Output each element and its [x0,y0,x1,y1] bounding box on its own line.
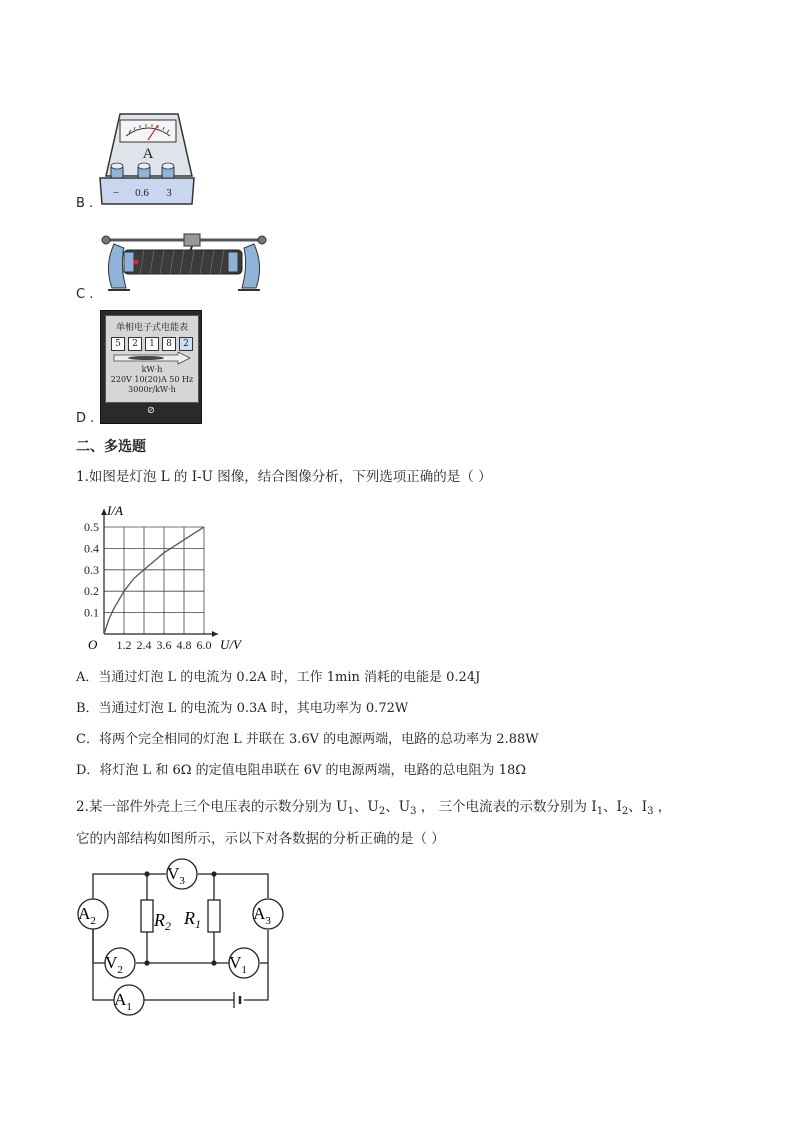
x-tick-label: 3.6 [156,638,172,652]
resistor-r1 [208,900,220,932]
meter-button-icon: ⊘ [146,405,156,416]
ammeter-image [96,108,198,208]
resistor-r2 [141,900,153,932]
q2-line1: 2.某一部件外壳上三个电压表的示数分别为 $U_1$、$U_2$、$U_3$ ， 三个电流表的示数分别为 $I_1$、$I_2$、$I_3$ ， [76,799,672,817]
r1-label: $R_1$ [184,908,201,931]
u-sub: 3 [410,806,417,817]
chart-grid [104,527,204,634]
q1-stem: 1.如图是灯泡 L 的 I-U 图像，结合图像分析，下列选项正确的是（ ） [76,469,492,485]
x-tick-label: 4.8 [176,638,192,652]
rheostat-image [100,226,268,298]
q2-line1-mid: 三个电流表的示数分别为 I [438,799,597,815]
iu-curve [104,527,204,634]
q2-line1-pre: 2.某一部件外壳上三个电压表的示数分别为 U [76,799,348,815]
chart-axes [101,509,218,637]
y-tick-label: 0.3 [84,562,99,577]
section-title: 二、多选题 [76,439,146,455]
terminal-minus: − [112,187,120,199]
meter-digit: 2 [128,337,142,351]
circuit-diagram [74,856,288,1018]
chart-series [104,527,204,634]
q1-option-d: D．将灯泡 L 和 6Ω 的定值电阻串联在 6V 的电源两端，电路的总电阻为 18Ω [76,763,527,778]
meter-digit: 2 [179,337,193,351]
v3-meter-label: $V_3$ [167,864,185,887]
y-tick-label: 0.1 [84,605,99,620]
i-sub: 3 [647,806,654,817]
q1-option-b: B．当通过灯泡 L 的电流为 0.3A 时，其电功率为 0.72W [76,701,409,716]
x-axis-label: U/V [220,637,241,652]
terminal-0-6: 0.6 [135,187,149,199]
a1-meter-label: $A_1$ [114,990,132,1013]
origin-label: O [88,637,98,652]
meter-digit: 8 [162,337,176,351]
y-tick-label: 0.5 [84,520,99,534]
u-sub: 1 [347,806,354,817]
junction-dot [211,871,216,876]
x-tick-label: 1.2 [116,638,132,652]
q1-option-a: A．当通过灯泡 L 的电流为 0.2A 时，工作 1min 消耗的电能是 0.24J [76,670,481,685]
a3-meter-label: $A_3$ [253,904,271,927]
energy-meter [100,310,202,424]
meter-title: 单相电子式电能表 [115,323,188,333]
i-sub: 1 [596,806,604,817]
v2-meter-label: $V_2$ [105,953,123,976]
junction-dot [144,871,149,876]
meter-digits [106,337,198,351]
option-b-letter: B . [76,196,94,211]
q2-line2: 它的内部结构如图所示，示以下对各数据的分析正确的是（ ） [76,831,445,847]
option-c-letter: C . [76,287,94,302]
a2-meter-label: $A_2$ [78,904,96,927]
ammeter-dial-letter: A [142,146,154,162]
meter-spec1: 220V 10(20)A 50 Hz [110,375,194,384]
r2-label: $R_2$ [154,910,171,933]
y-tick-label: 0.2 [84,584,99,599]
junction-dot [144,960,149,965]
y-axis-label: I/A [107,503,123,518]
q1-option-c: C．将两个完全相同的灯泡 L 并联在 3.6V 的电源两端，电路的总功率为 2.88W [76,732,539,747]
x-arrow-icon [212,631,218,637]
i-sub: 2 [621,806,629,817]
chart-ticks [84,520,212,652]
x-tick-label: 6.0 [196,638,212,652]
meter-digit: 1 [145,337,159,351]
iu-chart [72,496,262,652]
meter-group [78,859,283,1015]
junction-dot [211,960,216,965]
x-tick-label: 2.4 [136,638,152,652]
meter-arrow-icon [106,351,198,365]
meter-spec2: 3000r/kW·h [128,385,176,394]
u-sub: 2 [378,806,386,817]
terminal-3: 3 [166,187,172,199]
meter-unit: kW·h [141,365,163,374]
y-tick-label: 0.4 [84,541,99,556]
meter-digit: 5 [111,337,125,351]
v1-meter-label: $V_1$ [229,953,247,976]
option-d-letter: D . [76,411,95,426]
